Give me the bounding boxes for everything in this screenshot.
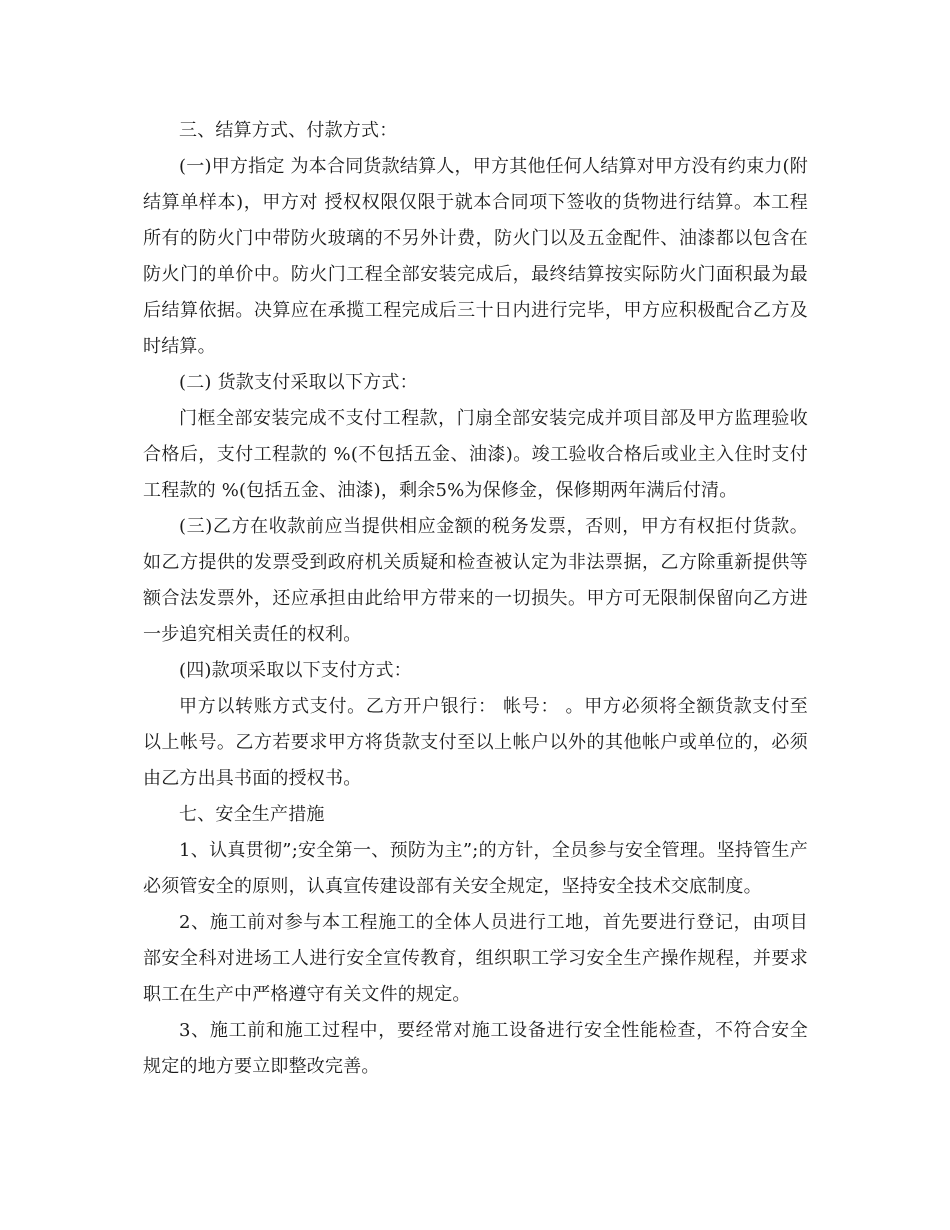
section-heading-safety: 七、安全生产措施 bbox=[179, 804, 325, 825]
paragraph-tax-invoice: (三)乙方在收款前应当提供相应金额的税务发票，否则，甲方有权拒付货款。如乙方提供的发票受到政府机关质疑和检查被认定为非法票据，乙方除重新提供等额合法发票外，还应承担由此给甲方带来的一切损失。甲方可无限制保留向乙方进一步追究相关责任的权利。 bbox=[143, 516, 808, 645]
document-body bbox=[143, 113, 808, 1085]
subheading-payment-channel: (四)款项采取以下支付方式： bbox=[179, 660, 412, 681]
paragraph-safety-2: 2、施工前对参与本工程施工的全体人员进行工地，首先要进行登记，由项目部安全科对进场工人进行安全宣传教育，组织职工学习安全生产操作规程，并要求职工在生产中严格遵守有关文件的规定。 bbox=[143, 912, 808, 1005]
section-heading-settlement: 三、结算方式、付款方式： bbox=[179, 120, 398, 141]
paragraph-payment-schedule: 门框全部安装完成不支付工程款，门扇全部安装完成并项目部及甲方监理验收合格后，支付工程款的 %(不包括五金、油漆)。竣工验收合格后或业主入住时支付工程款的 %(包括五金、油漆)，剩余5%为保修金，保修期两年满后付清。 bbox=[143, 408, 808, 501]
paragraph-safety-3: 3、施工前和施工过程中，要经常对施工设备进行安全性能检查，不符合安全规定的地方要立即整改完善。 bbox=[143, 1020, 808, 1077]
paragraph-settlement-person: (一)甲方指定 为本合同货款结算人，甲方其他任何人结算对甲方没有约束力(附结算单样本)，甲方对 授权权限仅限于就本合同项下签收的货物进行结算。本工程所有的防火门中带防火玻璃的不另外计费，防火门以及五金配件、油漆都以包含在防火门的单价中。防火门工程全部安装完成后，最终结算按实际防火门面积最为最后结算依据。决算应在承揽工程完成后三十日内进行完毕，甲方应积极配合乙方及时结算。 bbox=[143, 156, 808, 357]
subheading-payment-method: (二) 货款支付采取以下方式： bbox=[179, 372, 418, 393]
paragraph-bank-transfer: 甲方以转账方式支付。乙方开户银行： 帐号： 。甲方必须将全额货款支付至以上帐号。乙方若要求甲方将货款支付至以上帐户以外的其他帐户或单位的，必须由乙方出具书面的授权书。 bbox=[143, 696, 808, 789]
paragraph-safety-1: 1、认真贯彻”;安全第一、预防为主”;的方针，全员参与安全管理。坚持管生产必须管安全的原则，认真宣传建设部有关安全规定，坚持安全技术交底制度。 bbox=[143, 840, 808, 897]
